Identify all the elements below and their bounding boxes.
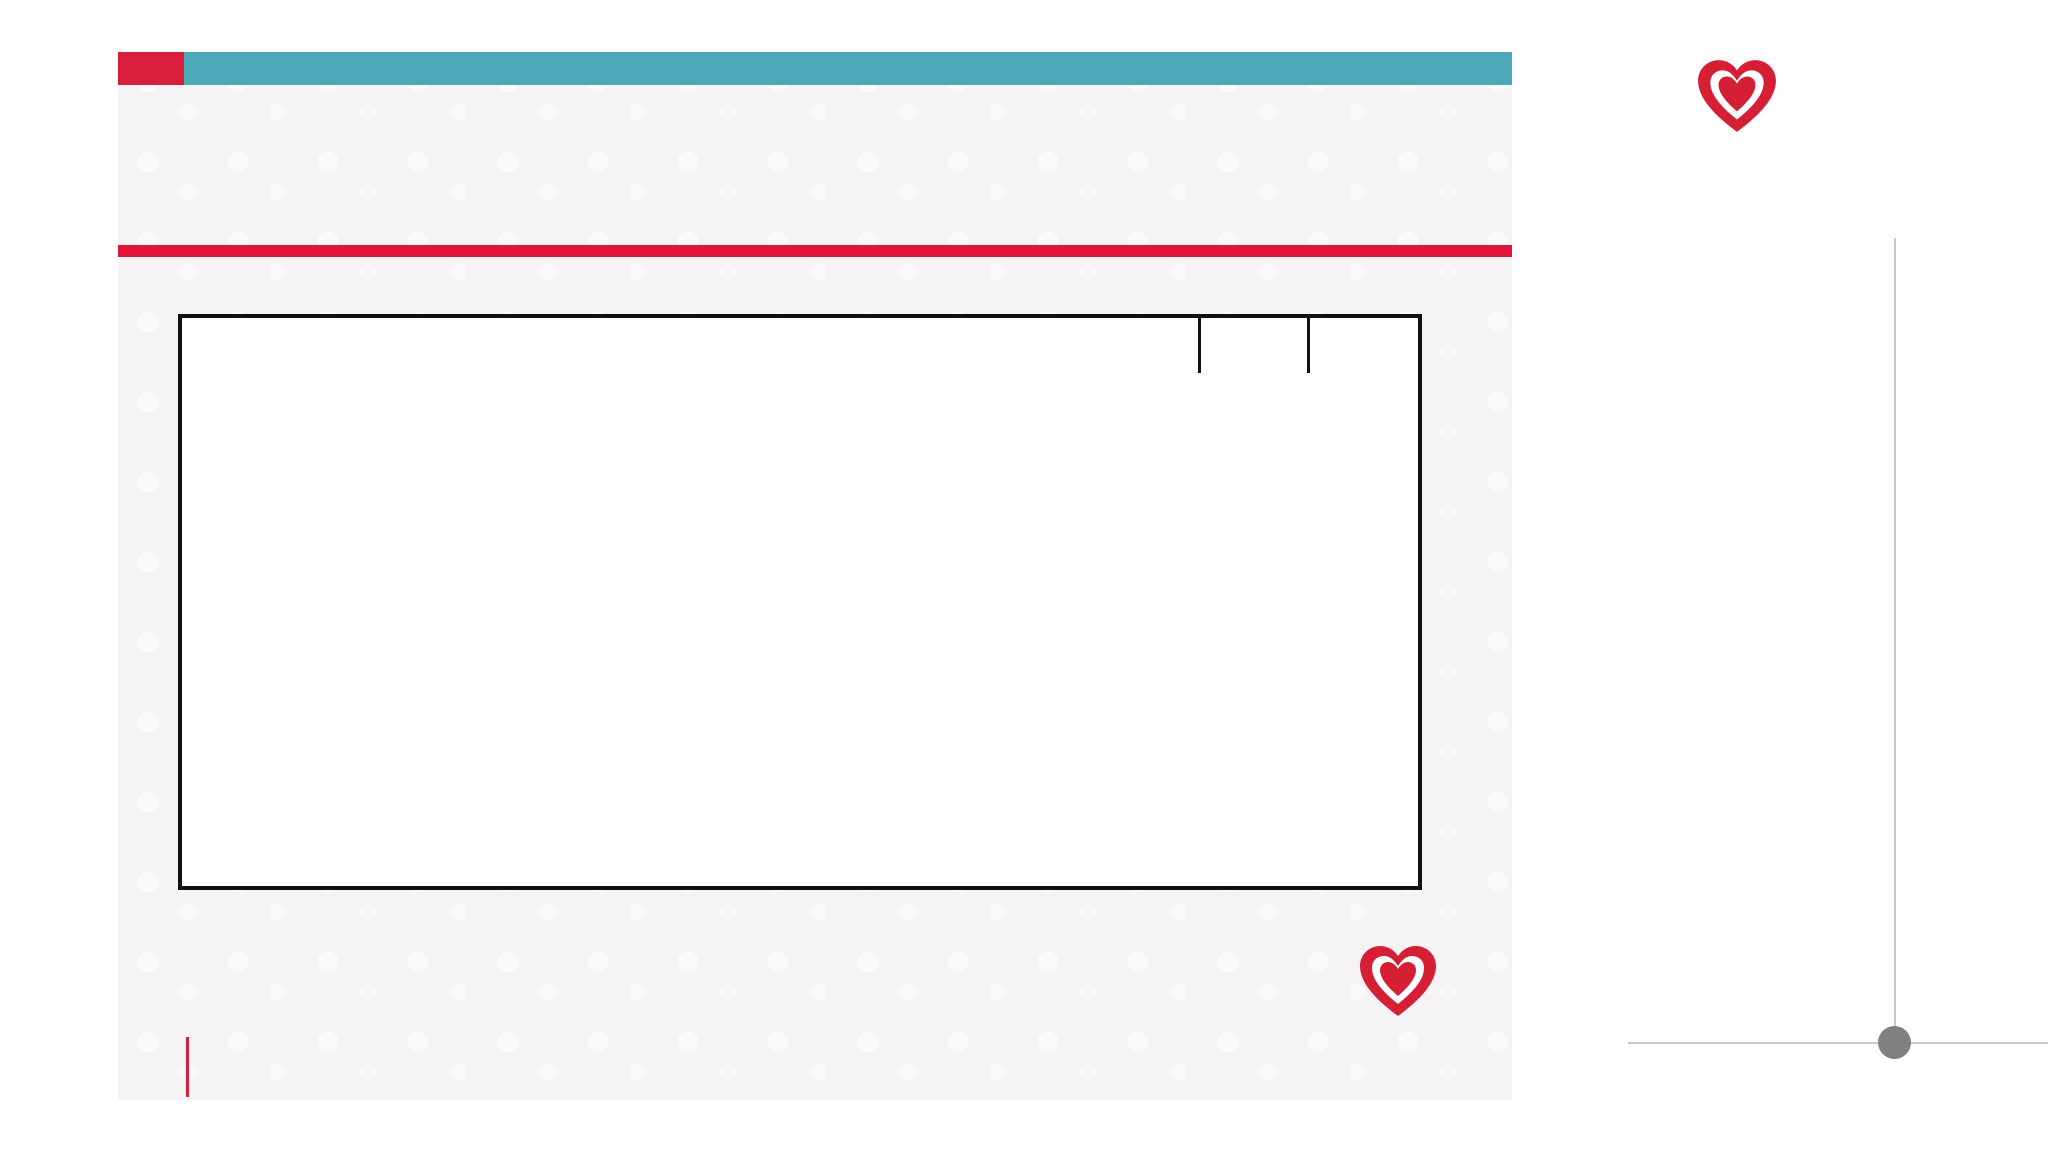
footer-divider [186,1037,189,1097]
table-header-row [182,318,1418,373]
title-rule [118,245,1512,257]
heart-icon [1358,944,1438,1020]
header-level [1310,318,1418,373]
header-recommendations [182,318,1201,373]
header-class [1201,318,1310,373]
horizontal-track [1628,1042,2048,1044]
slide [118,52,1512,1100]
esc-logo [1696,58,2026,198]
top-bar-red [118,52,184,85]
heart-icon [1696,58,1778,136]
footer-esc-logo [1350,944,1446,1024]
recommendations-table [178,314,1422,890]
navigation-dot[interactable] [1878,1026,1911,1059]
top-bar-teal [184,52,1512,85]
vertical-scroll-track [1894,238,1896,1043]
